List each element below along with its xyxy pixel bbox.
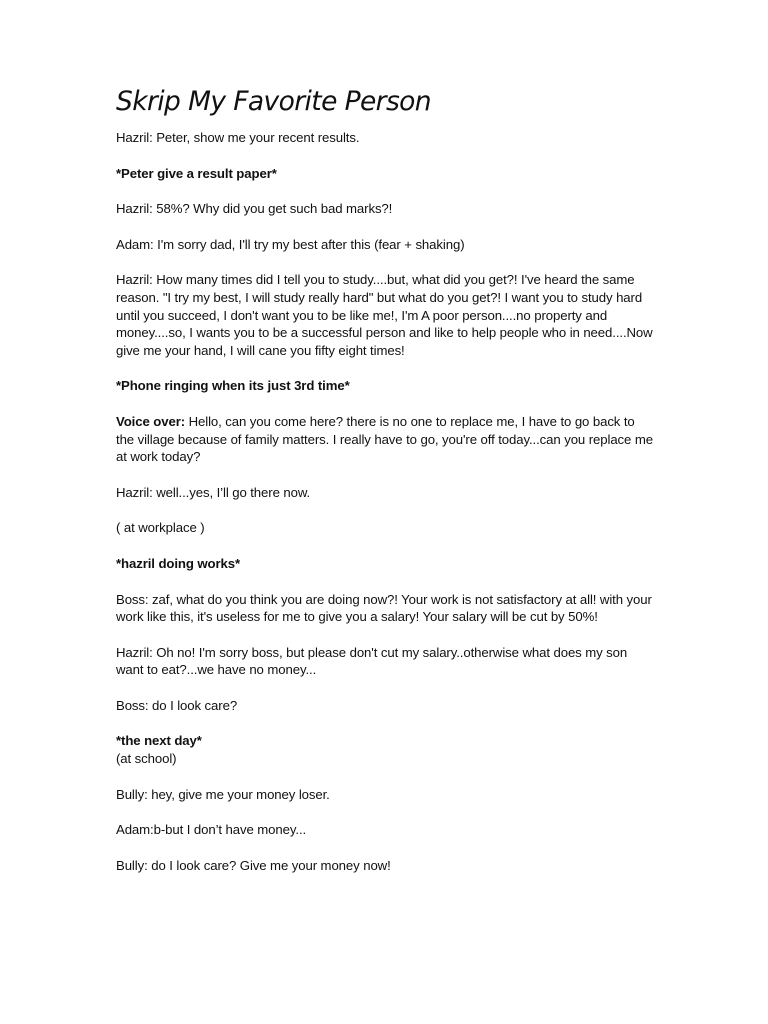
dialogue-line: Hazril: 58%? Why did you get such bad marks?! xyxy=(116,201,393,217)
dialogue-line: Hazril: Oh no! I'm sorry boss, but please don't cut my salary..otherwise what does my son want to eat?...we have no money... xyxy=(116,644,628,678)
voice-over-speaker: Voice over: xyxy=(116,413,186,429)
scene-note: ( at workplace ) xyxy=(116,520,205,536)
stage-direction: *hazril doing works* xyxy=(116,555,241,571)
dialogue-line: Hazril: Peter, show me your recent results. xyxy=(116,130,360,145)
dialogue-line: Adam:b-but I don’t have money... xyxy=(116,822,307,838)
voice-over-text: Hello, can you come here? there is no one to replace me, I have to go back to the village because of family matters. I really have to go, you're off today...can you replace me at work today? xyxy=(116,413,653,465)
dialogue-line: Adam: I'm sorry dad, I'll try my best after this (fear + shaking) xyxy=(116,236,465,252)
stage-direction: *the next day* xyxy=(116,733,202,749)
document-title: Skrip My Favorite Person xyxy=(116,86,431,117)
stage-direction: *Phone ringing when its just 3rd time* xyxy=(116,378,350,394)
dialogue-line: Boss: do I look care? xyxy=(116,697,238,713)
dialogue-line: Bully: do I look care? Give me your money now! xyxy=(116,857,391,873)
dialogue-line: Hazril: How many times did I tell you to study....but, what did you get?! I've heard the same reason. "I try my best, I will study really hard" but what do you get?! I want you to study hard until you succeed, I don't want you to be like me!, I'm A poor person....no property and money....so, I wants you to be a successful person and like to help people who in need....Now give me your hand, I will cane you fifty eight times! xyxy=(116,272,653,358)
document-page xyxy=(116,86,656,892)
dialogue-line: Bully: hey, give me your money loser. xyxy=(116,786,330,802)
scene-note: (at school) xyxy=(116,751,177,767)
stage-direction: *Peter give a result paper* xyxy=(116,165,277,181)
dialogue-line: Boss: zaf, what do you think you are doing now?! Your work is not satisfactory at all! with your work like this, it's useless for me to give you a salary! Your salary will be cut by 50%! xyxy=(116,591,652,625)
voice-over-line xyxy=(116,413,656,466)
dialogue-line: Hazril: well...yes, I’ll go there now. xyxy=(116,484,311,500)
